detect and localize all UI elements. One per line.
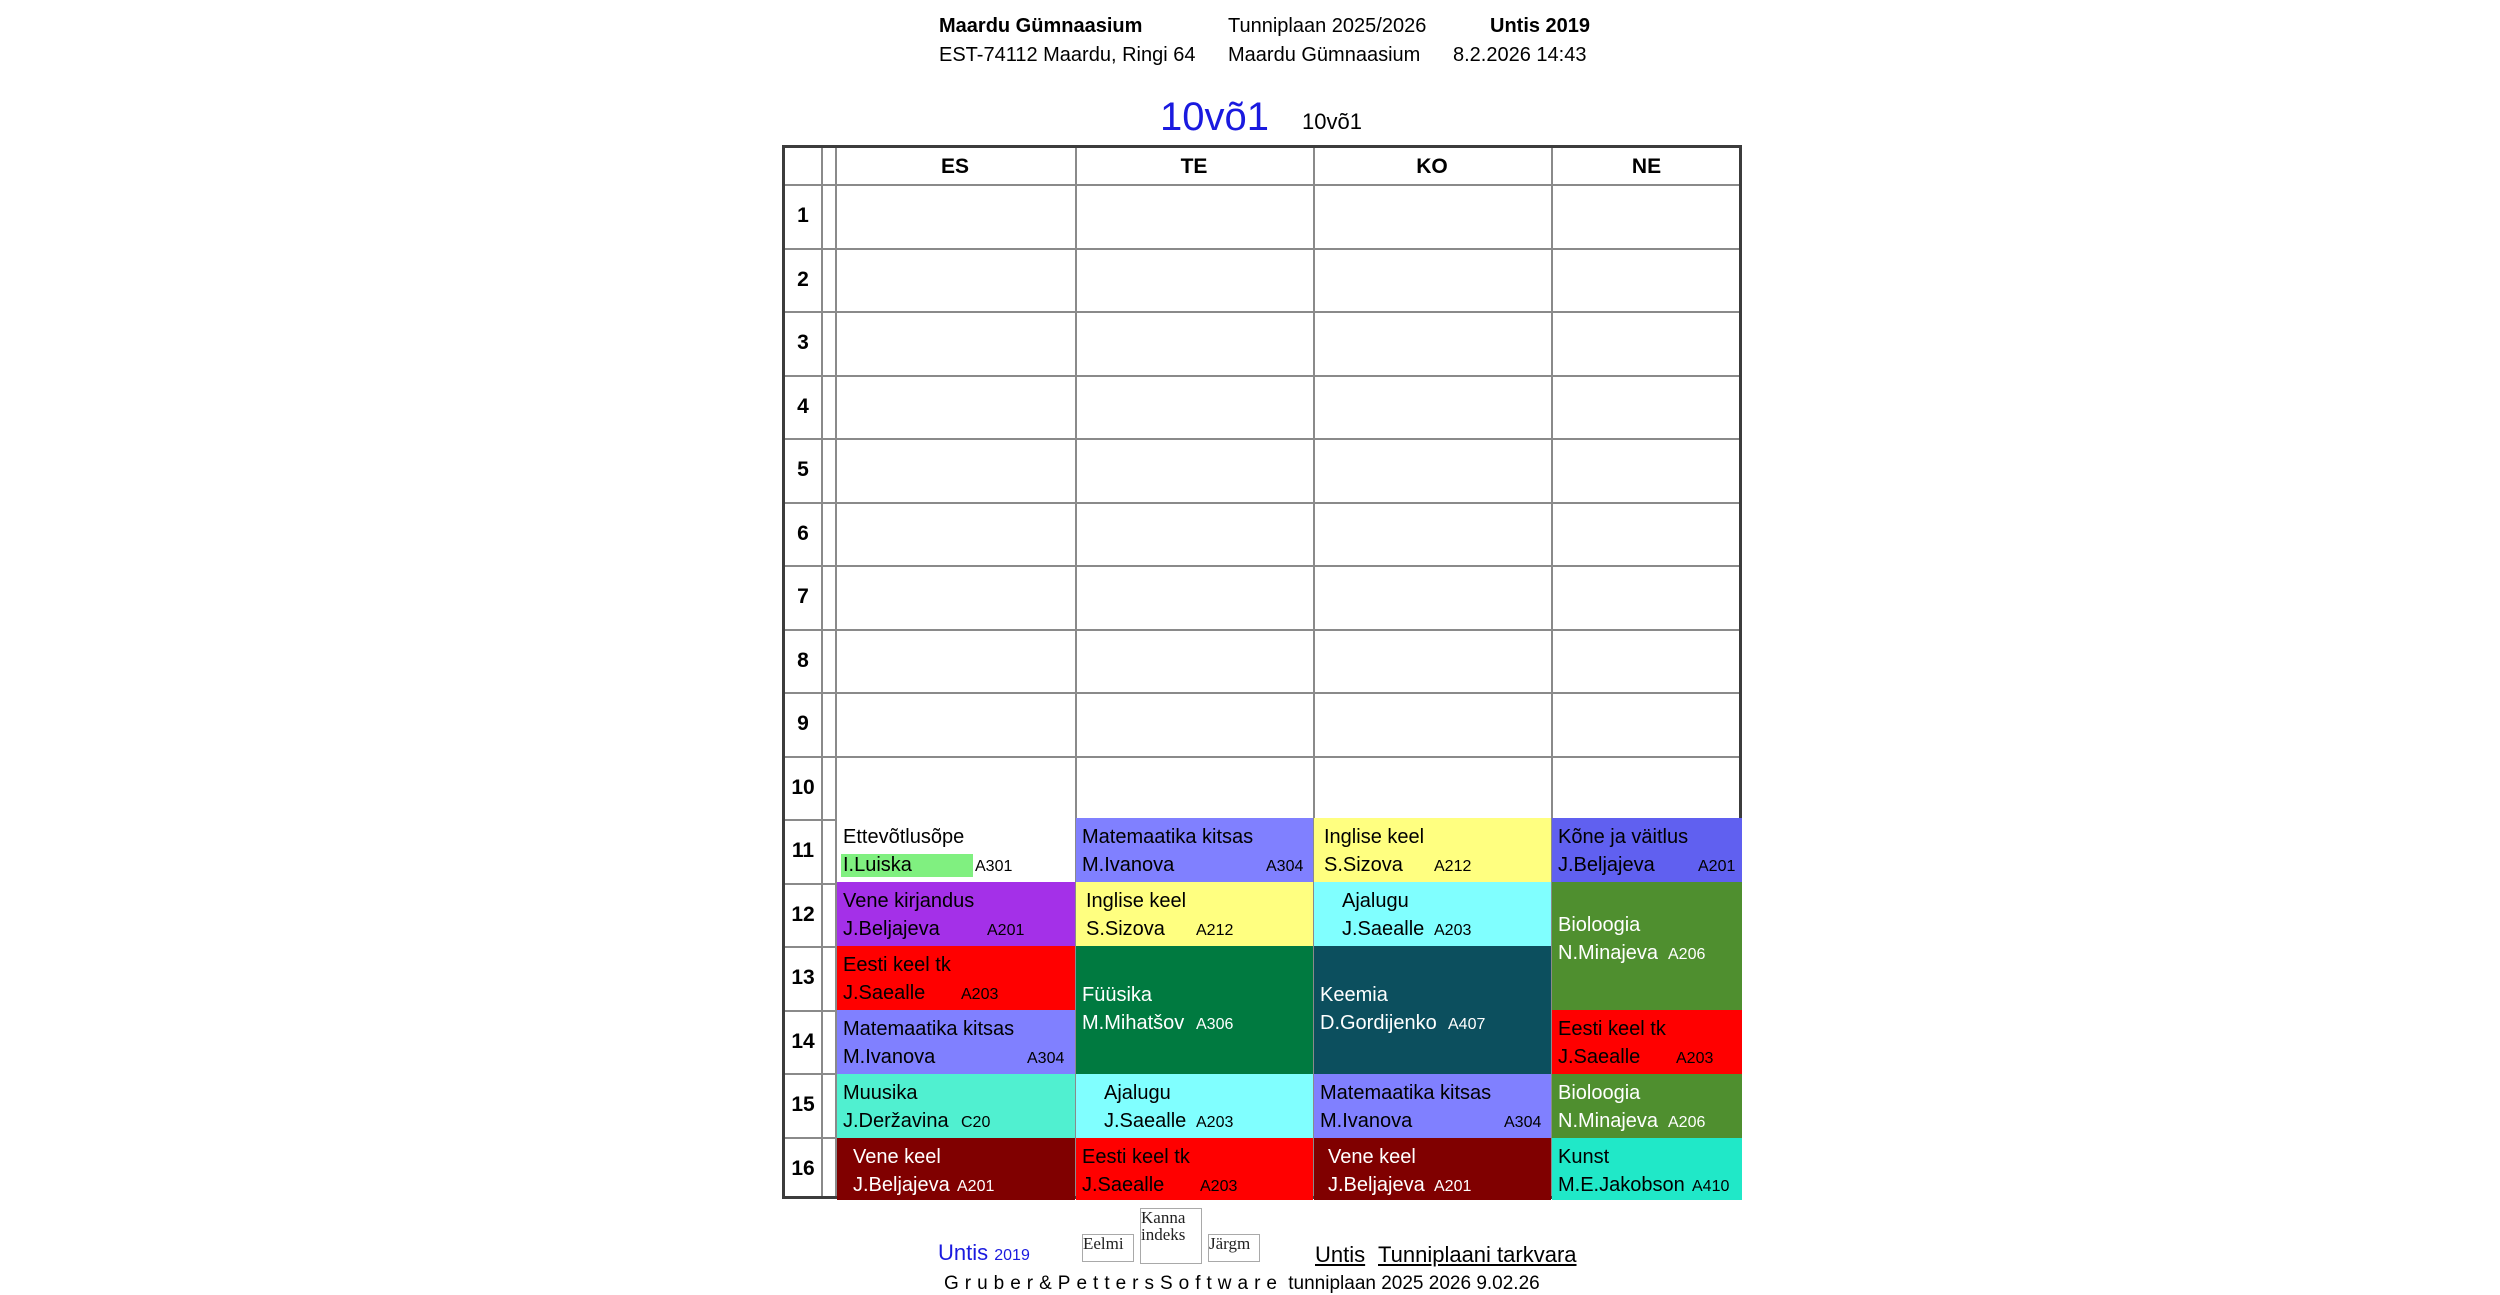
- lesson-room: A306: [1196, 1016, 1234, 1033]
- lesson-ko-13[interactable]: [1314, 946, 1551, 1074]
- lesson-teacher: M.Ivanova: [1320, 1110, 1413, 1132]
- lesson-subject: Vene keel: [1328, 1146, 1416, 1168]
- lesson-subject: Vene keel: [853, 1146, 941, 1168]
- lesson-teacher: I.Luiska: [841, 854, 973, 877]
- lesson-ko-12[interactable]: [1314, 882, 1551, 946]
- untis-brand-name: Untis: [938, 1240, 989, 1265]
- lesson-teacher: N.Minajeva: [1558, 1110, 1659, 1132]
- lesson-te-12[interactable]: [1076, 882, 1313, 946]
- lesson-teacher: M.Ivanova: [1082, 854, 1175, 876]
- period-number: 3: [797, 331, 809, 354]
- lesson-es-12[interactable]: [837, 882, 1075, 946]
- day-header-ne: NE: [1631, 155, 1662, 178]
- lesson-te-11[interactable]: [1076, 818, 1313, 882]
- lesson-subject: Matemaatika kitsas: [843, 1018, 1015, 1040]
- period-number: 7: [797, 585, 809, 608]
- lesson-subject: Inglise keel: [1086, 890, 1187, 912]
- lesson-teacher: J.Saealle: [1342, 918, 1425, 940]
- school-address: EST-74112 Maardu, Ringi 64: [939, 44, 1196, 66]
- untis-brand-year: 2019: [994, 1247, 1030, 1264]
- lesson-room: A212: [1434, 858, 1472, 875]
- lesson-subject: Ajalugu: [1342, 890, 1409, 912]
- lesson-ne-11[interactable]: [1552, 818, 1742, 882]
- footer-credits: [944, 1273, 1540, 1295]
- product-name: Untis 2019: [1490, 15, 1591, 37]
- lesson-teacher: M.Mihatšov: [1082, 1012, 1185, 1034]
- lesson-te-16[interactable]: [1076, 1138, 1313, 1200]
- row-divider: [785, 692, 1739, 694]
- lesson-subject: Ajalugu: [1104, 1082, 1171, 1104]
- lesson-es-16[interactable]: [837, 1138, 1075, 1200]
- day-header-ko: KO: [1416, 155, 1448, 178]
- period-number: 10: [791, 776, 815, 799]
- lesson-teacher: S.Sizova: [1324, 854, 1403, 876]
- lesson-ne-14[interactable]: [1552, 1010, 1742, 1074]
- lesson-teacher: J.Deržavina: [843, 1110, 949, 1132]
- lesson-ne-16[interactable]: [1552, 1138, 1742, 1200]
- row-divider: [785, 248, 1739, 250]
- lesson-subject: Eesti keel tk: [1082, 1146, 1190, 1168]
- lesson-subject: Kõne ja väitlus: [1558, 826, 1689, 848]
- lesson-room: A206: [1668, 946, 1706, 963]
- lesson-subject: Ettevõtlusõpe: [843, 826, 965, 848]
- lesson-ko-16[interactable]: [1314, 1138, 1551, 1200]
- row-divider: [785, 629, 1739, 631]
- period-number: 9: [797, 712, 809, 735]
- plan-school: Maardu Gümnaasium: [1228, 44, 1421, 66]
- lesson-room: A203: [1434, 922, 1472, 939]
- lesson-subject: Eesti keel tk: [843, 954, 951, 976]
- day-header-te: TE: [1180, 155, 1208, 178]
- period-number: 1: [797, 204, 809, 227]
- period-number: 12: [791, 903, 815, 926]
- row-divider: [785, 502, 1739, 504]
- lesson-room: A203: [1676, 1050, 1714, 1067]
- lesson-room: A203: [1196, 1114, 1234, 1131]
- class-subtitle: 10võ1: [1302, 109, 1362, 134]
- lesson-subject: Füüsika: [1082, 984, 1153, 1006]
- lesson-ne-15[interactable]: [1552, 1074, 1742, 1138]
- lesson-te-15[interactable]: [1076, 1074, 1313, 1138]
- lesson-es-11[interactable]: [837, 818, 1075, 882]
- lesson-subject: Matemaatika kitsas: [1320, 1082, 1492, 1104]
- lesson-room: A201: [957, 1178, 995, 1195]
- lesson-teacher: J.Beljajeva: [1328, 1174, 1425, 1196]
- lesson-subject: Vene kirjandus: [843, 890, 975, 912]
- lesson-teacher: M.Ivanova: [843, 1046, 936, 1068]
- untis-link[interactable]: Untis: [1315, 1242, 1366, 1267]
- row-divider: [785, 565, 1739, 567]
- grid-line: [821, 148, 823, 1196]
- period-number: 2: [797, 268, 809, 291]
- lesson-subject: Eesti keel tk: [1558, 1018, 1666, 1040]
- lesson-teacher: S.Sizova: [1086, 918, 1165, 940]
- previous-page-image[interactable]: Eelmi: [1082, 1234, 1134, 1262]
- row-divider: [785, 375, 1739, 377]
- lesson-teacher: J.Saealle: [1104, 1110, 1187, 1132]
- lesson-room: A203: [1200, 1178, 1238, 1195]
- period-number: 11: [791, 839, 815, 862]
- lesson-subject: Bioloogia: [1558, 1082, 1641, 1104]
- lesson-subject: Muusika: [843, 1082, 918, 1104]
- lesson-subject: Kunst: [1558, 1146, 1610, 1168]
- period-number: 5: [797, 458, 809, 481]
- lesson-teacher: J.Saealle: [1082, 1174, 1165, 1196]
- timetable-software-link[interactable]: Tunniplaani tarkvara: [1378, 1242, 1577, 1267]
- row-divider: [785, 756, 1739, 758]
- period-number: 14: [791, 1030, 815, 1053]
- timetable: [782, 145, 1742, 1199]
- lesson-teacher: D.Gordijenko: [1320, 1012, 1437, 1034]
- vendor-name: Gruber&PettersSoftware: [944, 1273, 1283, 1294]
- lesson-room: A206: [1668, 1114, 1706, 1131]
- lesson-teacher: J.Saealle: [843, 982, 926, 1004]
- school-name: Maardu Gümnaasium: [939, 15, 1143, 37]
- period-number: 6: [797, 522, 809, 545]
- lesson-teacher: J.Beljajeva: [843, 918, 940, 940]
- lesson-subject: Bioloogia: [1558, 914, 1641, 936]
- lesson-es-14[interactable]: [837, 1010, 1075, 1074]
- class-title: 10võ1: [1160, 95, 1269, 139]
- lesson-room: A304: [1027, 1050, 1065, 1067]
- lesson-teacher: J.Beljajeva: [1558, 854, 1655, 876]
- lesson-room: A410: [1692, 1178, 1730, 1195]
- lesson-room: A212: [1196, 922, 1234, 939]
- index-image[interactable]: Kanna indeks: [1140, 1208, 1202, 1264]
- lesson-subject: Inglise keel: [1324, 826, 1425, 848]
- grid-line: [785, 184, 1739, 186]
- plan-info: tunniplaan 2025 2026 9.02.26: [1288, 1273, 1540, 1294]
- lesson-es-15[interactable]: [837, 1074, 1075, 1138]
- lesson-room: A301: [975, 858, 1013, 875]
- next-page-image[interactable]: Järgm: [1208, 1234, 1260, 1262]
- print-datetime: 8.2.2026 14:43: [1453, 44, 1587, 66]
- lesson-room: A407: [1448, 1016, 1486, 1033]
- lesson-teacher: N.Minajeva: [1558, 942, 1659, 964]
- lesson-room: C20: [961, 1114, 991, 1131]
- lesson-subject: Keemia: [1320, 984, 1388, 1006]
- day-header-es: ES: [940, 155, 969, 178]
- lesson-room: A304: [1504, 1114, 1542, 1131]
- lesson-te-13[interactable]: [1076, 946, 1313, 1074]
- lesson-room: A201: [987, 922, 1025, 939]
- period-number: 4: [797, 395, 809, 418]
- lesson-room: A203: [961, 986, 999, 1003]
- lesson-room: A201: [1434, 1178, 1472, 1195]
- period-number: 15: [791, 1093, 815, 1116]
- period-number: 8: [797, 649, 809, 672]
- period-number: 16: [791, 1157, 815, 1180]
- lesson-ne-12[interactable]: [1552, 882, 1742, 1010]
- lesson-teacher: M.E.Jakobson: [1558, 1174, 1685, 1196]
- lesson-teacher: J.Saealle: [1558, 1046, 1641, 1068]
- lesson-ko-11[interactable]: [1314, 818, 1551, 882]
- row-divider: [785, 311, 1739, 313]
- lesson-ko-15[interactable]: [1314, 1074, 1551, 1138]
- period-number: 13: [791, 966, 815, 989]
- lesson-room: A304: [1266, 858, 1304, 875]
- lesson-es-13[interactable]: [837, 946, 1075, 1010]
- row-divider: [785, 438, 1739, 440]
- lesson-teacher: J.Beljajeva: [853, 1174, 950, 1196]
- plan-title: Tunniplaan 2025/2026: [1228, 15, 1427, 37]
- untis-brand[interactable]: [938, 1240, 1030, 1266]
- lesson-room: A201: [1698, 858, 1736, 875]
- lesson-subject: Matemaatika kitsas: [1082, 826, 1254, 848]
